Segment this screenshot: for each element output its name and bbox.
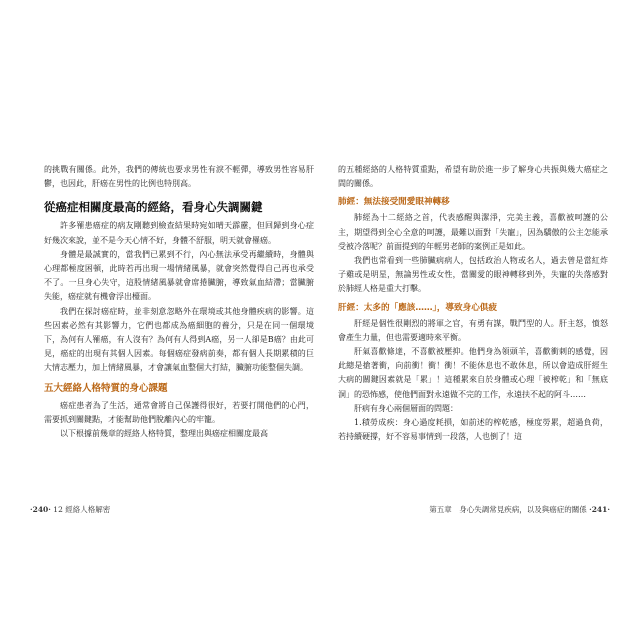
paragraph: 肝病有身心兩個層面的問題： xyxy=(354,403,458,413)
running-title: 第五章 身心失調常見疾病，以及與癌症的關係 xyxy=(429,505,587,514)
left-page xyxy=(44,163,314,441)
paragraph: 的五種經絡的人格特質重點，希望有助於進一步了解身心共振與幾大癌症之間的關係。 xyxy=(338,165,608,189)
paragraph: 的挑戰有關係。此外，我們的傳統也要求男性有淚不輕彈，導致男性容易肝鬱，也因此，肝癌在男性的比例也特別高。 xyxy=(44,165,314,189)
paragraph: 1.積勞成疾：身心過度耗損，如前述的榨乾感，極度勞累，超過負荷，若持續硬撐，好不容易事情到一段落，人也倒了！這 xyxy=(338,418,608,442)
page-number: ·241· xyxy=(589,505,610,514)
paragraph: 癌症患者為了生活，通常會將自己保護得很好，若要打開他們的心門，需要抓到關鍵點，才能幫助他們脫離內心的牢籠。 xyxy=(44,400,314,424)
lung-meridian-heading: 肺經：無法接受閒愛眼神轉移 xyxy=(338,197,450,208)
running-title: 12 經絡人格解密 xyxy=(53,505,111,514)
right-footer xyxy=(429,505,610,515)
section-heading: 從癌症相關度最高的經絡，看身心失調關鍵 xyxy=(44,200,263,215)
paragraph: 肝氣喜歡條達，不喜歡被壓抑。他們身為領頭羊，喜歡衝刺的感覺，因此總是搶著衝，向前衝！衝！衝！不能休息也不敢休息，所以會造成肝經生大病的關鍵因素就是「累」！這種累來自於身體或心理「被榨乾」和「無底洞」的恐怖感，使他們面對永遠做不完的工作，永遠扶不起的阿斗…… xyxy=(338,347,608,399)
paragraph: 身體是最誠實的，當我們已累到不行，內心無法承受再繼續時，身體與心理都極度困頓，此時若再出現一場情緒風暴，就會突然覺得自己再也承受不了。一旦身心失守，這股情緒風暴就會席捲臟腑，導致氣血結滯；當臟腑失能，癌症就有機會浮出檯面。 xyxy=(44,249,314,302)
paragraph: 我們在探討癌症時，並非刻意忽略外在環境或其他身體疾病的影響。這些因素必然有其影響力，它們也都成為癌細胞的養分，只是在同一個環境下，為何有人罹癌，有人沒有？為何有人得到A癌，另一人卻是B癌？由此可見，癌症的出現有其個人因素。每個癌症發病前奏，都有個人長期累積的巨大情志壓力，加上情緒風暴，才會讓氣血整個大打結，臟腑功能整個失調。 xyxy=(44,306,314,373)
paragraph: 許多罹患癌症的病友剛聽到檢查結果時宛如晴天霹靂，但回歸到身心症好幾次來說，並不是今天心情不好，身體不舒服，明天就會罹癌。 xyxy=(44,221,314,245)
subsection-heading: 五大經絡人格特質的身心課題 xyxy=(44,382,168,394)
page-number: ·240· xyxy=(30,505,51,514)
liver-meridian-heading: 肝經：太多的「應該……」，導致身心俱疲 xyxy=(338,302,497,313)
paragraph: 肺經為十二經絡之首，代表感醒與潔淨，完美主義，喜歡被呵護的公主，期望得到全心全意的呵護，最難以面對「失寵」，因為驕傲的公主怎能承受被冷落呢？前面提到的年輕男老師的案例正是如此。 xyxy=(338,213,608,251)
right-page xyxy=(338,163,608,444)
paragraph: 以下根據前幾章的經絡人格特質，整理出與癌症相關度最高 xyxy=(60,429,268,439)
paragraph: 我們也常看到一些肺臟病病人，包括政治人物或名人，過去曾是當紅炸子雞或是明星，無論男性或女性，當關愛的眼神轉移到外，失寵的失落感對於肺經人格是重大打擊。 xyxy=(338,256,608,294)
paragraph: 肝經是個性很剛烈的將軍之官，有勇有謀，戰鬥型的人。肝主怒，憤怒會產生力量，但也需要適時來平衡。 xyxy=(338,318,608,342)
left-footer xyxy=(30,505,110,515)
